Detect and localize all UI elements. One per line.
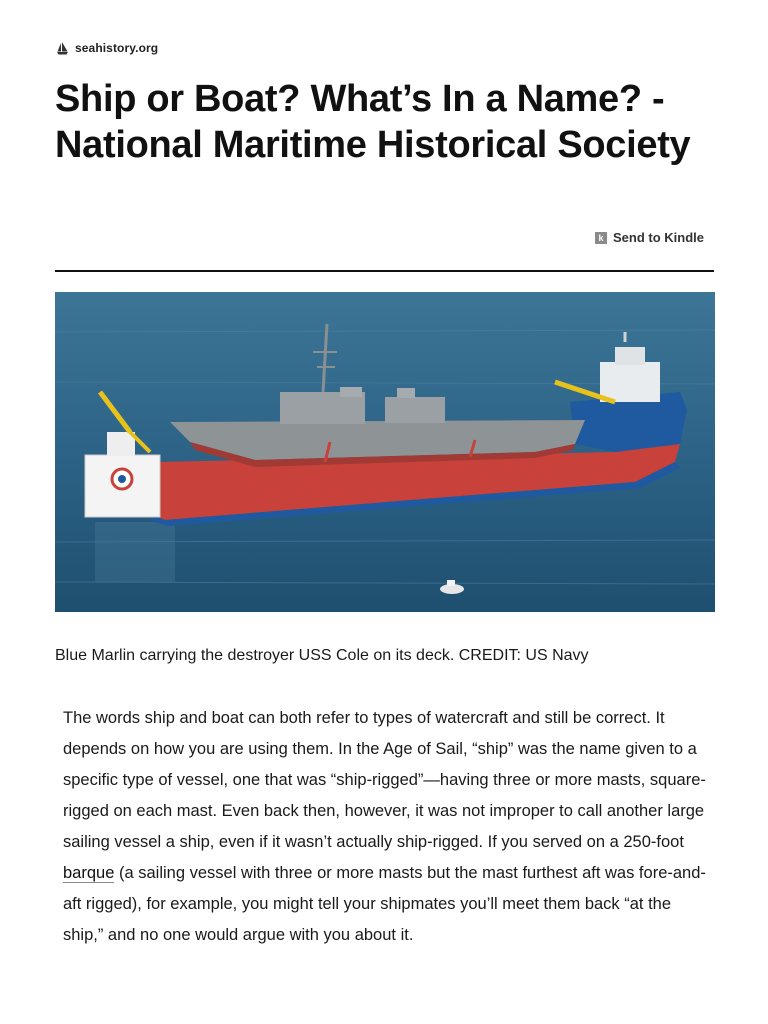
paragraph-text-before-link: The words ship and boat can both refer to types of watercraft and still be correct. It depends on how you are using them. In the Age of Sail, “ship” was the name given to a specific type of vessel, one that was “ship-rigged”—having three or more masts, square-rigged on each mast. Even back then, however, it was not improper to call another large sailing vessel a ship, even if it wasn’t actually ship-rigged. If you served on a 250-foot xyxy=(63,709,706,851)
site-name[interactable]: seahistory.org xyxy=(75,41,159,55)
send-to-kindle-button[interactable] xyxy=(595,230,704,245)
paragraph-text-after-link: (a sailing vessel with three or more masts but the mast furthest aft was fore-and-aft rigged), for example, you might tell your shipmates you’ll meet them back “at the ship,” and no one would argue with you about it. xyxy=(63,864,706,944)
article-title: Ship or Boat? What’s In a Name? - National Maritime Historical Society xyxy=(55,78,691,166)
ship-logo-icon xyxy=(55,41,70,56)
header-divider xyxy=(55,270,714,272)
kindle-icon: k xyxy=(595,232,607,244)
photo-caption: Blue Marlin carrying the destroyer USS Cole on its deck. CREDIT: US Navy xyxy=(55,647,589,664)
ship-photo-illustration xyxy=(55,292,715,612)
site-header[interactable] xyxy=(55,39,158,57)
barque-link[interactable]: barque xyxy=(63,864,115,882)
send-to-kindle-label[interactable]: Send to Kindle xyxy=(613,230,704,245)
article-paragraph xyxy=(63,703,713,951)
article-photo xyxy=(55,292,715,612)
